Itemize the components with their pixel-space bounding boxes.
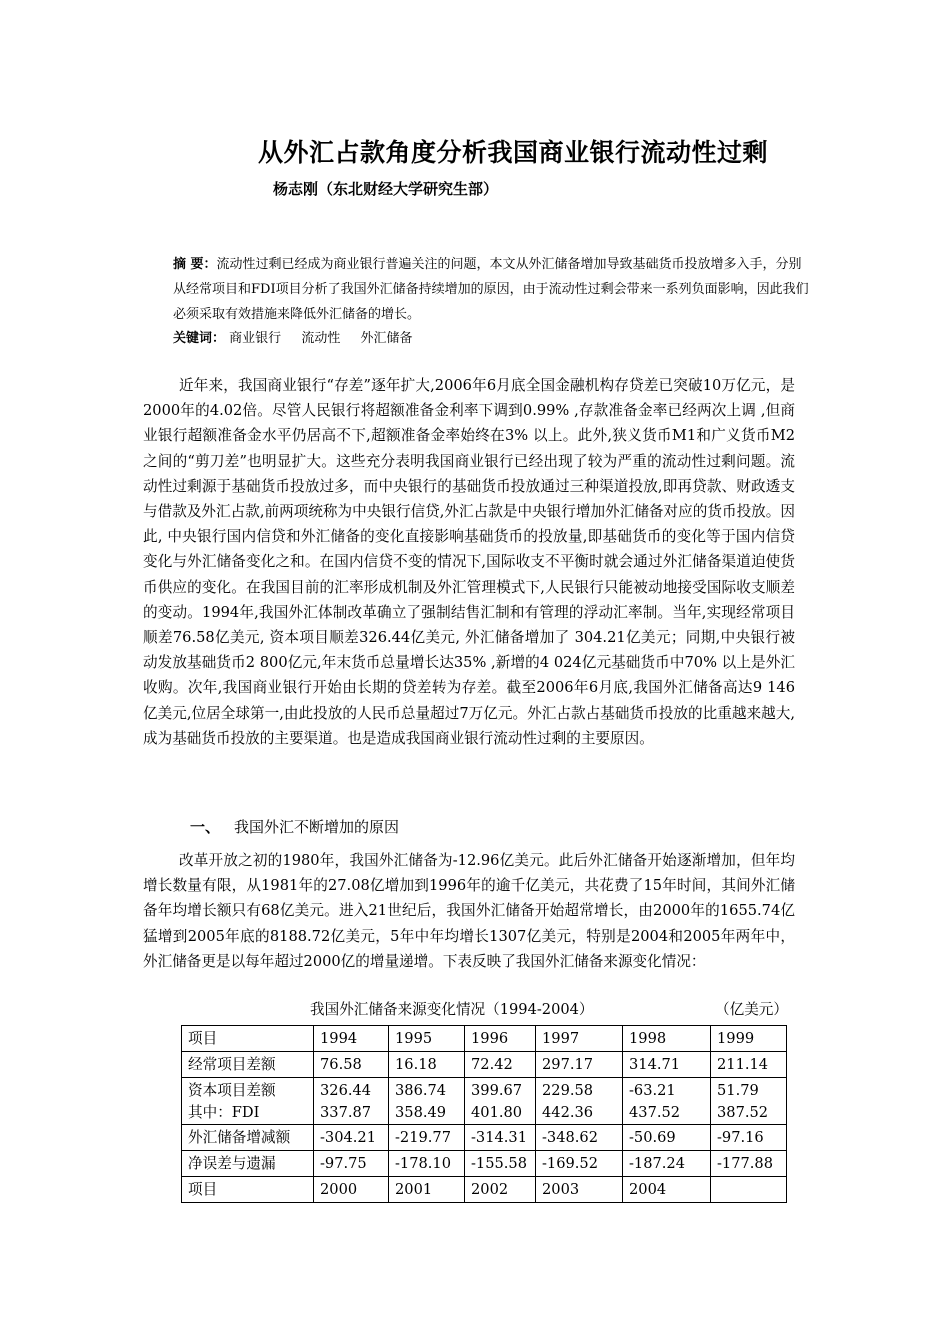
table-row [182, 1151, 787, 1177]
keyword: 流动性 [301, 331, 341, 346]
keyword: 外汇储备 [360, 331, 413, 346]
table-cell: -187.24 [623, 1151, 711, 1177]
section-heading [190, 816, 399, 837]
table-header-cell: 1995 [389, 1026, 465, 1052]
row-label: 其中：FDI [188, 1103, 260, 1121]
keywords-label: 关键词： [173, 331, 226, 346]
cell-value: 326.44 [320, 1082, 372, 1099]
table-cell: -314.31 [465, 1125, 536, 1151]
author-line: 杨志刚（东北财经大学研究生部） [273, 180, 499, 198]
table-header-cell: 项目 [182, 1026, 314, 1052]
table-header-cell: 项目 [182, 1177, 314, 1203]
table-cell: -155.58 [465, 1151, 536, 1177]
body-paragraph: 改革开放之初的1980年，我国外汇储备为-12.96亿美元。此后外汇储备开始逐渐增加，但年均增长数量有限，从1981年的27.08亿增加到1996年的逾千亿美元，共花费了15年时间，其间外汇储备年均增长额只有68亿美元。进入21世纪后，我国外汇储备开始超常增长，由2000年的1655.74亿猛增到2005年底的8188.72亿美元，5年中年均增长1307亿美元，特别是2004和2005年两年中，外汇储备更是以每年超过2000亿的增量递增。下表反映了我国外汇储备来源变化情况： [143, 852, 795, 970]
table-cell: 314.71 [623, 1052, 711, 1078]
table-cell: 72.42 [465, 1052, 536, 1078]
table-cell: -97.16 [711, 1125, 787, 1151]
table-header-cell: 1994 [314, 1026, 389, 1052]
table-header-cell: 2000 [314, 1177, 389, 1203]
table-cell [389, 1078, 465, 1125]
table-cell: 211.14 [711, 1052, 787, 1078]
abstract-text: 流动性过剩已经成为商业银行普遍关注的问题，本文从外汇储备增加导致基础货币投放增多入手，分别从经常项目和FDI项目分析了我国外汇储备持续增加的原因，由于流动性过剩会带来一系列负面影响，因此我们必须采取有效措施来降低外汇储备的增长。 [173, 257, 809, 322]
table-unit: （亿美元） [715, 1001, 788, 1018]
table-cell: -169.52 [536, 1151, 623, 1177]
cell-value: 229.58 [542, 1082, 594, 1099]
section-number: 一、 [190, 818, 221, 836]
cell-value: 401.80 [471, 1103, 523, 1121]
table-header-cell: 1996 [465, 1026, 536, 1052]
table-header-cell: 2003 [536, 1177, 623, 1203]
cell-value: 51.79 [717, 1082, 759, 1099]
table-caption: 我国外汇储备来源变化情况（1994-2004） [310, 1001, 594, 1018]
cell-value: 358.49 [395, 1103, 447, 1121]
cell-value: -63.21 [629, 1082, 676, 1099]
table-cell: 16.18 [389, 1052, 465, 1078]
table-cell: -97.75 [314, 1151, 389, 1177]
keywords [173, 326, 428, 351]
table-cell [623, 1078, 711, 1125]
row-label: 资本项目差额 [188, 1082, 276, 1099]
table-cell [182, 1078, 314, 1125]
table-cell: -219.77 [389, 1125, 465, 1151]
table-cell: 经常项目差额 [182, 1052, 314, 1078]
cell-value: 386.74 [395, 1082, 447, 1099]
table-cell: -178.10 [389, 1151, 465, 1177]
table-cell: -304.21 [314, 1125, 389, 1151]
table-cell [711, 1078, 787, 1125]
table-header-row [182, 1177, 787, 1203]
cell-value: 437.52 [629, 1103, 681, 1121]
cell-value: 337.87 [320, 1103, 372, 1121]
table-row [182, 1125, 787, 1151]
table-header-cell: 1998 [623, 1026, 711, 1052]
table-cell [314, 1078, 389, 1125]
table-row [182, 1052, 787, 1078]
table-header-cell: 2002 [465, 1177, 536, 1203]
table-header-cell [711, 1177, 787, 1203]
abstract [173, 252, 813, 327]
table-header-cell: 2001 [389, 1177, 465, 1203]
table-cell [465, 1078, 536, 1125]
abstract-label: 摘 要： [173, 257, 217, 272]
table-cell: 297.17 [536, 1052, 623, 1078]
table-header-cell: 1999 [711, 1026, 787, 1052]
table-cell: 净误差与遗漏 [182, 1151, 314, 1177]
table-header-row [182, 1026, 787, 1052]
paper-title: 从外汇占款角度分析我国商业银行流动性过剩 [258, 138, 769, 167]
keyword: 商业银行 [229, 331, 282, 346]
section-title: 我国外汇不断增加的原因 [234, 818, 400, 836]
table-cell: -348.62 [536, 1125, 623, 1151]
table-row [182, 1078, 787, 1125]
cell-value: 399.67 [471, 1082, 523, 1099]
body-paragraph: 近年来，我国商业银行“存差”逐年扩大,2006年6月底全国金融机构存贷差已突破10万亿元，是2000年的4.02倍。尽管人民银行将超额准备金利率下调到0.99% ,存款准备金率已经两次上调 ,但商业银行超额准备金水平仍居高不下,超额准备金率始终在3% 以上。此外,狭义货币M1和广义货币M2之间的“剪刀差”也明显扩大。这些充分表明我国商业银行已经出现了较为严重的流动性过剩问题。流动性过剩源于基础货币投放过多，而中央银行的基础货币投放通过三种渠道投放,即再贷款、财政透支与借款及外汇占款,前两项统称为中央银行信贷,外汇占款是中央银行增加外汇储备对应的货币投放。因此, 中央银行国内信贷和外汇储备的变化直接影响基础货币的投放量,即基础货币的变化等于国内信贷变化与外汇储备变化之和。在国内信贷不变的情况下,国际收支不平衡时就会通过外汇储备渠道迫使货币供应的变化。在我国目前的汇率形成机制及外汇管理模式下,人民银行只能被动地接受国际收支顺差的变动。1994年,我国外汇体制改革确立了强制结售汇制和有管理的浮动汇率制。当年,实现经常项目顺差76.58亿美元, 资本项目顺差326.44亿美元, 外汇储备增加了 304.21亿美元；同期,中央银行被动发放基础货币2 800亿元,年末货币总量增长达35% ,新增的4 024亿元基础货币中70% 以上是外汇收购。次年,我国商业银行开始由长期的贷差转为存差。截至2006年6月底,我国外汇储备高达9 146亿美元,位居全球第一,由此投放的人民币总量超过7万亿元。外汇占款占基础货币投放的比重越来越大,成为基础货币投放的主要渠道。也是造成我国商业银行流动性过剩的主要原因。 [143, 377, 795, 747]
table-cell: -177.88 [711, 1151, 787, 1177]
cell-value: 387.52 [717, 1103, 769, 1121]
table-cell [536, 1078, 623, 1125]
table-header-cell: 2004 [623, 1177, 711, 1203]
reserves-table [181, 1025, 787, 1203]
cell-value: 442.36 [542, 1103, 594, 1121]
table-header-cell: 1997 [536, 1026, 623, 1052]
table-cell: -50.69 [623, 1125, 711, 1151]
table-cell: 76.58 [314, 1052, 389, 1078]
table-cell: 外汇储备增减额 [182, 1125, 314, 1151]
